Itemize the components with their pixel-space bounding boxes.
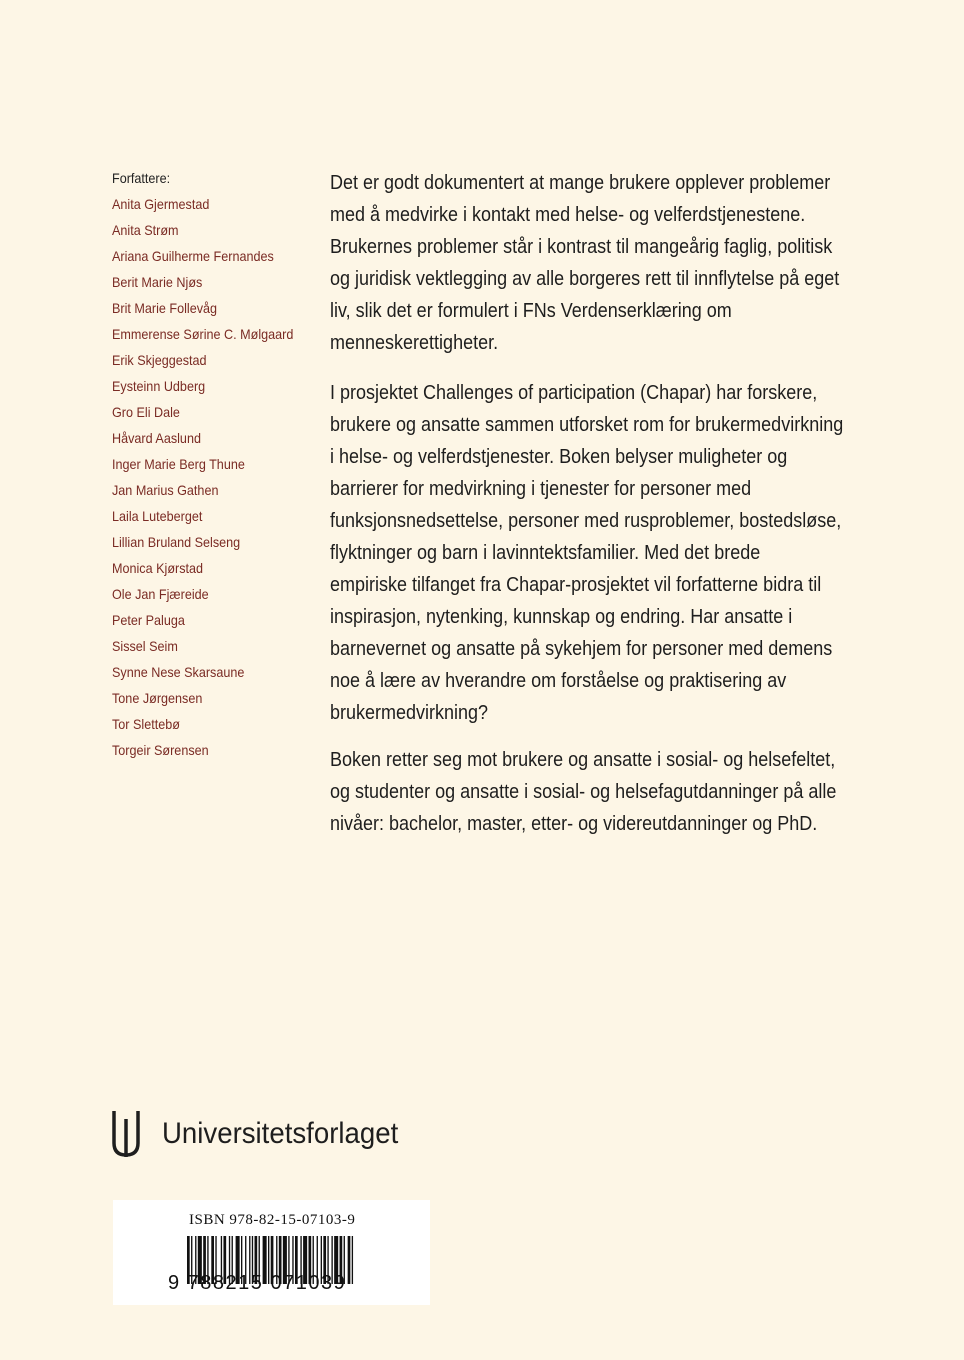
author-name: Ole Jan Fjæreide xyxy=(112,586,209,602)
authors-list xyxy=(112,168,312,766)
author-name: Ariana Guilherme Fernandes xyxy=(112,248,274,264)
publisher xyxy=(112,1108,419,1160)
author-name: Torgeir Sørensen xyxy=(112,742,209,758)
author-name: Anita Gjermestad xyxy=(112,196,210,212)
blurb-paragraph-2: I prosjektet Challenges of participation (Chapar) har forskere, brukere og ansatte sammen utforsket rom for brukermedvirkning i helse- og velferdstjenester. Boken belyser muligheter og barrierer for medvirkning i tjenester for personer med funksjonsnedsettelse, personer med rusproblemer, bostedsløse, flyktninger og barn i lavinntektsfamilier. Med det brede empiriske tilfanget fra Chapar-prosjektet vil forfatterne bidra til inspirasjon, nytenking, kunnskap og endring. Har ansatte i barnevernet og ansatte på sykehjem for personer med demens noe å lære av hverandre om forståelse og praktisering av brukermedvirkning? xyxy=(330,382,844,724)
author-name: Tor Slettebø xyxy=(112,716,180,732)
author-name: Håvard Aaslund xyxy=(112,430,201,446)
author-name: Laila Luteberget xyxy=(112,508,203,524)
author-name: Monica Kjørstad xyxy=(112,560,204,576)
author-name: Sissel Seim xyxy=(112,638,178,654)
author-name: Jan Marius Gathen xyxy=(112,482,219,498)
author-name: Peter Paluga xyxy=(112,612,185,628)
author-name: Berit Marie Njøs xyxy=(112,274,203,290)
author-name: Gro Eli Dale xyxy=(112,404,180,420)
author-name: Inger Marie Berg Thune xyxy=(112,456,245,472)
isbn-label: ISBN 978-82-15-07103-9 xyxy=(189,1212,356,1228)
author-name: Emmerense Sørine C. Mølgaard xyxy=(112,326,294,342)
author-name: Anita Strøm xyxy=(112,222,179,238)
barcode-area xyxy=(113,1200,430,1305)
authors-label: Forfattere: xyxy=(112,170,171,186)
universitetsforlaget-logo-icon xyxy=(112,1109,140,1159)
barcode-digits: 9 788215 071039 xyxy=(168,1272,347,1294)
blurb-paragraph-3: Boken retter seg mot brukere og ansatte i sosial- og helsefeltet, og studenter og ansatte i sosial- og helsefagutdanninger på alle nivåer: bachelor, master, etter- og videreutdanninger og PhD. xyxy=(330,749,837,835)
author-name: Tone Jørgensen xyxy=(112,690,203,706)
publisher-name: Universitetsforlaget xyxy=(162,1117,399,1150)
blurb xyxy=(330,167,860,855)
author-name: Brit Marie Follevåg xyxy=(112,300,218,316)
author-name: Synne Nese Skarsaune xyxy=(112,664,245,680)
author-name: Lillian Bruland Selseng xyxy=(112,534,241,550)
author-name: Eysteinn Udberg xyxy=(112,378,206,394)
author-name: Erik Skjeggestad xyxy=(112,352,207,368)
blurb-paragraph-1: Det er godt dokumentert at mange brukere opplever problemer med å medvirke i kontakt med helse- og velferdstjenestene. Brukernes problemer står i kontrast til mangeårig faglig, politisk og juridisk vektlegging av alle borgeres rett til innflytelse på eget liv, slik det er formulert i FNs Verdenserklæring om menneskerettigheter. xyxy=(330,172,840,354)
